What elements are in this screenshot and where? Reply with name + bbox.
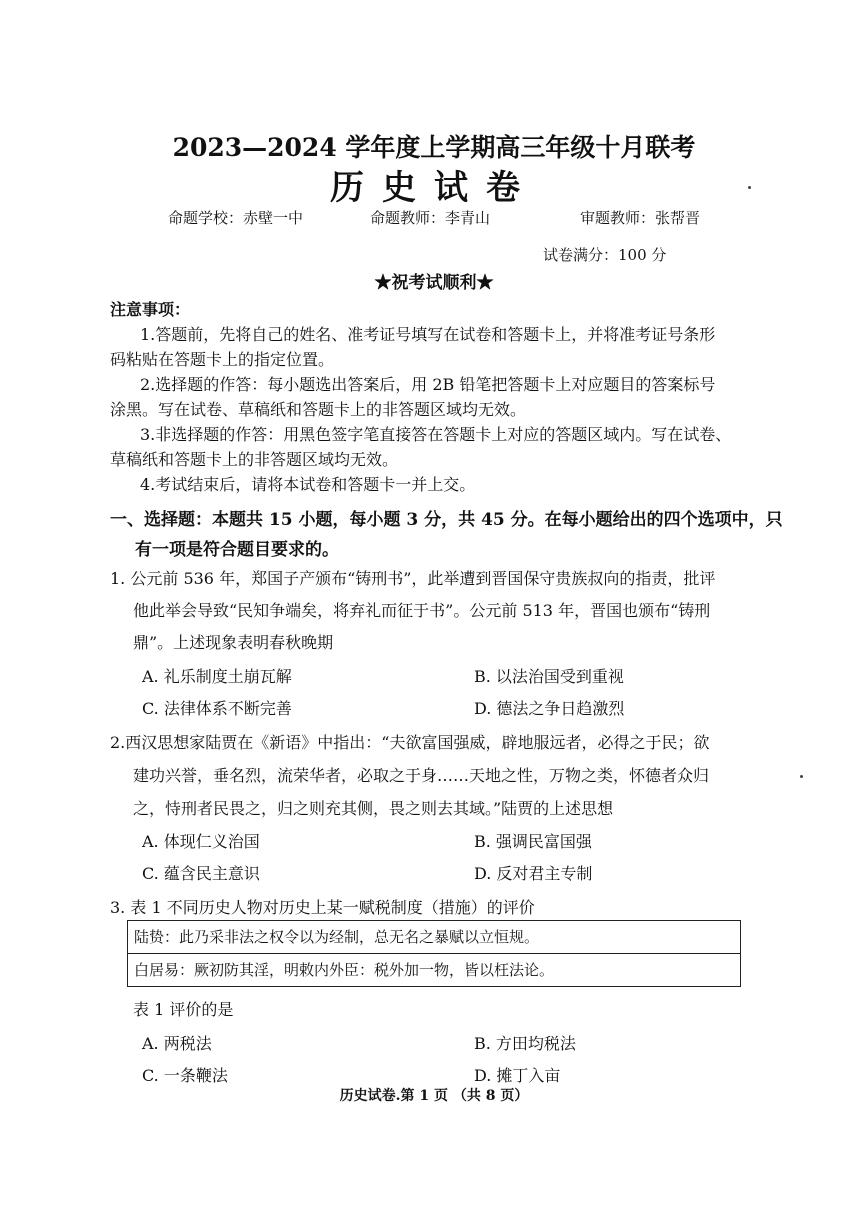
exam-title: 2023—2024 学年度上学期高三年级十月联考 — [172, 133, 696, 162]
note-line: 3.非选择题的作答：用黑色签字笔直接答在答题卡上对应的答题区域内。写在试卷、 — [140, 425, 732, 444]
section-heading: 一、选择题：本题共 15 小题，每小题 3 分，共 45 分。在每小题给出的四个选项中，只 — [110, 510, 783, 530]
option-c[interactable]: C. 一条鞭法 — [142, 1066, 228, 1085]
school-info: 命题学校：赤壁一中 — [168, 209, 304, 227]
option-d[interactable]: D. 德法之争日趋激烈 — [474, 699, 625, 718]
option-c[interactable]: C. 蕴含民主意识 — [142, 864, 260, 883]
section-heading-cont: 有一项是符合题目要求的。 — [135, 540, 339, 560]
evaluation-table — [127, 920, 741, 987]
good-luck-banner: ★祝考试顺利★ — [374, 273, 494, 293]
option-d[interactable]: D. 反对君主专制 — [474, 864, 593, 883]
table-row: 陆贽：此乃采非法之权令以为经制，总无名之暴赋以立恒规。 — [134, 928, 540, 946]
option-b[interactable]: B. 以法治国受到重视 — [474, 667, 624, 686]
question-text: 他此举会导致“民知争端矣，将弃礼而征于书”。公元前 513 年，晋国也颁布“铸刑 — [133, 601, 711, 620]
option-a[interactable]: A. 体现仁义治国 — [142, 832, 260, 851]
option-b[interactable]: B. 强调民富国强 — [474, 832, 592, 851]
table-caption: 3. 表 1 不同历史人物对历史上某一赋税制度（措施）的评价 — [110, 898, 535, 917]
scan-speck — [748, 186, 751, 189]
note-line: 2.选择题的作答：每小题选出答案后，用 2B 铅笔把答题卡上对应题目的答案标号 — [140, 375, 716, 394]
note-line: 1.答题前，先将自己的姓名、准考证号填写在试卷和答题卡上，并将准考证号条形 — [140, 325, 716, 344]
option-b[interactable]: B. 方田均税法 — [474, 1034, 576, 1053]
subject-title: 历史试卷 — [330, 168, 538, 208]
table-row: 白居易：厥初防其淫，明敕内外臣：税外加一物，皆以枉法论。 — [128, 953, 740, 986]
question-text: 表 1 评价的是 — [133, 1000, 234, 1019]
note-line: 涂黑。写在试卷、草稿纸和答题卡上的非答题区域均无效。 — [110, 400, 527, 419]
option-a[interactable]: A. 两税法 — [142, 1034, 212, 1053]
option-a[interactable]: A. 礼乐制度土崩瓦解 — [142, 667, 292, 686]
question-text: 鼎”。上述现象表明春秋晚期 — [133, 633, 334, 652]
note-line: 4.考试结束后，请将本试卷和答题卡一并上交。 — [140, 475, 476, 494]
question-text: 建功兴誉，垂名烈，流荣华者，必取之于身……天地之性，万物之类，怀德者众归 — [133, 766, 710, 785]
option-c[interactable]: C. 法律体系不断完善 — [142, 699, 292, 718]
author-info: 命题教师：李青山 — [370, 209, 491, 227]
page-footer: 历史试卷.第 1 页 （共 8 页） — [339, 1088, 529, 1104]
full-score: 试卷满分：100 分 — [543, 246, 667, 264]
note-line: 草稿纸和答题卡上的非答题区域均无效。 — [110, 450, 399, 469]
question-text: 之，恃刑者民畏之，归之则充其侧，畏之则去其域。”陆贾的上述思想 — [133, 799, 614, 818]
notes-title: 注意事项： — [110, 300, 191, 319]
reviewer-info: 审题教师：张帮晋 — [580, 209, 701, 227]
note-line: 码粘贴在答题卡上的指定位置。 — [110, 350, 335, 369]
scan-speck — [800, 775, 803, 778]
question-text: 2.西汉思想家陆贾在《新语》中指出：“夫欲富国强威，辟地服远者，必得之于民；欲 — [110, 733, 710, 752]
option-d[interactable]: D. 摊丁入亩 — [474, 1066, 561, 1085]
question-text: 1. 公元前 536 年，郑国子产颁布“铸刑书”，此举遭到晋国保守贵族叔向的指责，批评 — [110, 569, 716, 588]
